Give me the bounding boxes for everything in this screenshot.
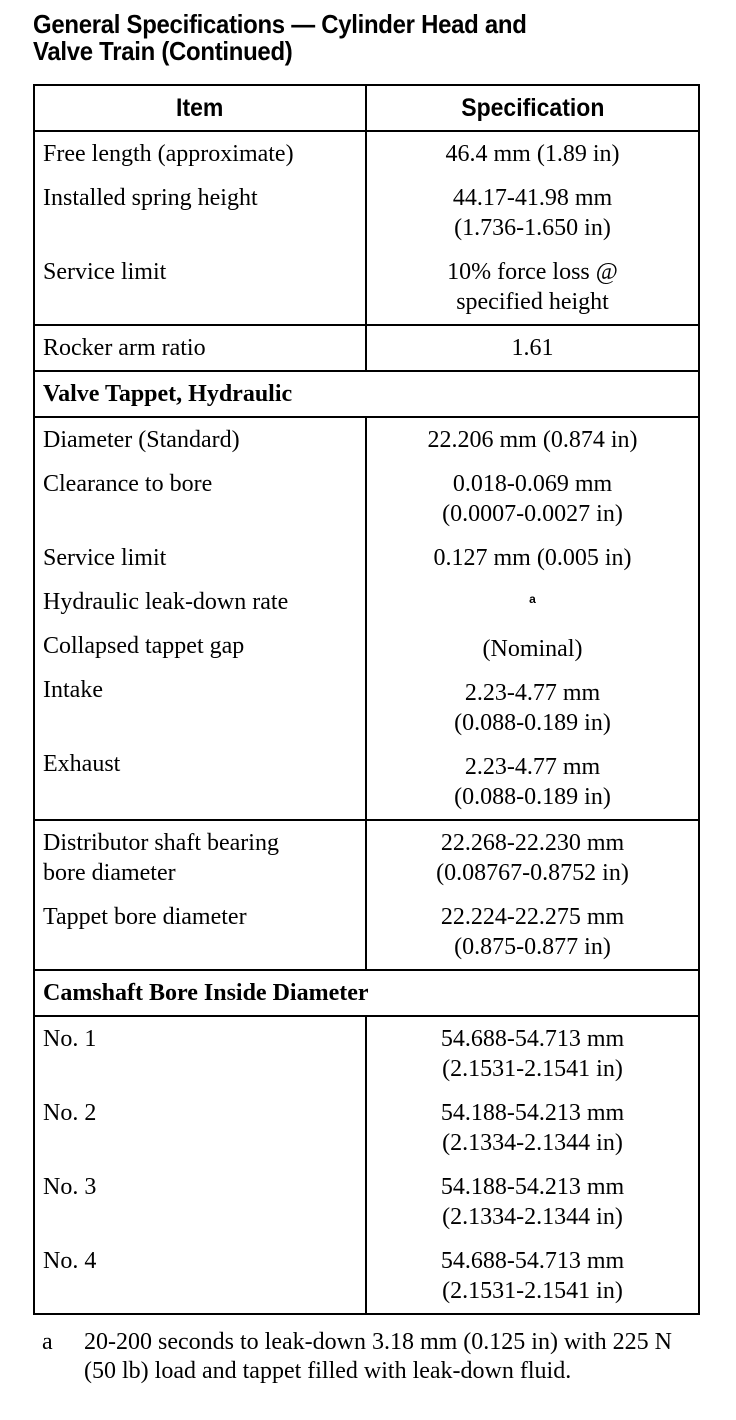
specification-value: 46.4 mm (1.89 in) (445, 141, 620, 167)
section-header-row (34, 970, 699, 1016)
item-label: No. 1 (43, 1026, 97, 1052)
item-cell (34, 325, 366, 371)
section-title: Valve Tappet, Hydraulic (34, 371, 699, 417)
section-title: Camshaft Bore Inside Diameter (34, 970, 699, 1016)
footnote (42, 1328, 702, 1386)
specification-value: 0.127 mm (0.005 in) (433, 545, 632, 571)
table-body (34, 131, 699, 1314)
specification-value: 0.018-0.069 mm (0.0007-0.0027 in) (442, 471, 623, 527)
item-label: Exhaust (43, 751, 121, 777)
table-row-group (34, 325, 699, 371)
footnote-mark: a (42, 1329, 53, 1355)
table-row-group (34, 417, 699, 820)
specification-cell (366, 820, 699, 970)
table-row-group (34, 820, 699, 970)
item-label: Tappet bore diameter (43, 904, 247, 930)
specification-value: 22.224-22.275 mm (0.875-0.877 in) (440, 904, 625, 960)
specification-value (367, 587, 698, 634)
item-label: Service limit (43, 259, 167, 285)
table-row-group (34, 131, 699, 325)
item-label: Diameter (Standard) (43, 427, 240, 453)
item-label: No. 4 (43, 1248, 97, 1274)
table-row-group (34, 1016, 699, 1314)
item-label: No. 2 (43, 1100, 97, 1126)
specification-cell (366, 417, 699, 820)
specification-value: 54.188-54.213 mm (2.1334-2.1344 in) (440, 1100, 625, 1156)
specification-value: 22.268-22.230 mm (0.08767-0.8752 in) (436, 830, 629, 886)
specification-cell (366, 1016, 699, 1314)
page-title-line-1: General Specifications — Cylinder Head and (33, 9, 527, 39)
specification-value: 10% force loss @ specified height (447, 259, 618, 315)
item-cell (34, 820, 366, 970)
footnote-reference: a (529, 592, 536, 606)
specification-value: (Nominal) (482, 636, 583, 662)
footnote-text: 20-200 seconds to leak-down 3.18 mm (0.125 in) with 225 N (50 lb) load and tappet filled with leak-down fluid. (84, 1329, 672, 1384)
item-cell (34, 131, 366, 325)
specification-value: 54.688-54.713 mm (2.1531-2.1541 in) (440, 1248, 625, 1304)
item-label: Rocker arm ratio (43, 335, 206, 361)
specification-cell (366, 325, 699, 371)
specification-value: 1.61 (511, 335, 554, 361)
specification-value: 54.188-54.213 mm (2.1334-2.1344 in) (440, 1174, 625, 1230)
column-header-item: Item (34, 85, 366, 131)
specification-value: 44.17-41.98 mm (1.736-1.650 in) (452, 185, 613, 241)
item-cell (34, 1016, 366, 1314)
item-label: Free length (approximate) (43, 141, 294, 167)
specification-value: 2.23-4.77 mm (0.088-0.189 in) (454, 754, 611, 810)
section-header-row (34, 371, 699, 417)
item-label: No. 3 (43, 1174, 97, 1200)
specification-cell (366, 131, 699, 325)
page-title (33, 11, 659, 65)
specification-value: 2.23-4.77 mm (0.088-0.189 in) (454, 680, 611, 736)
item-label: Installed spring height (43, 185, 258, 211)
table-header-row (34, 85, 699, 131)
item-label: Distributor shaft bearing bore diameter (43, 830, 279, 886)
item-label: Service limit (43, 545, 167, 571)
specification-value: 22.206 mm (0.874 in) (427, 427, 638, 453)
item-label: Hydraulic leak-down rate (43, 589, 289, 615)
column-header-specification: Specification (366, 85, 699, 131)
item-cell (34, 417, 366, 820)
specification-value: 54.688-54.713 mm (2.1531-2.1541 in) (440, 1026, 625, 1082)
item-label: Intake (43, 677, 103, 703)
page-title-line-2: Valve Train (Continued) (33, 36, 293, 66)
item-label: Clearance to bore (43, 471, 213, 497)
specifications-table (33, 84, 700, 1315)
item-label: Collapsed tappet gap (43, 633, 245, 659)
